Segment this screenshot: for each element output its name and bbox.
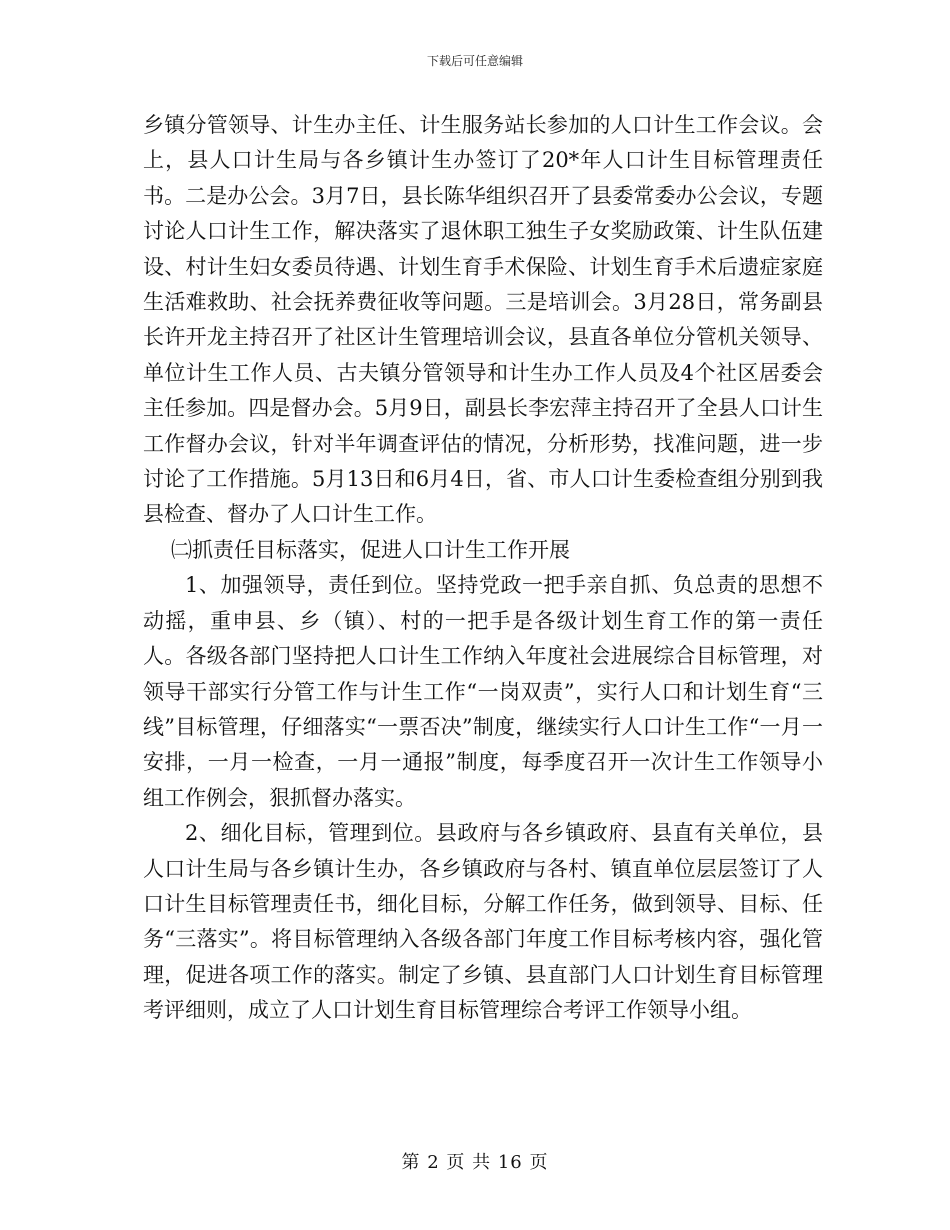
paragraph-targets: 2、细化目标，管理到位。县政府与各乡镇政府、县直有关单位，县人口计生局与各乡镇计生办，各乡镇政府与各村、镇直单位层层签订了人口计生目标管理责任书，细化目标，分解工作任务，做到领导、目标、任务“三落实”。将目标管理纳入各级各部门年度工作目标考核内容，强化管理，促进各项工作的落实。制定了乡镇、县直部门人口计划生育目标管理考评细则，成立了人口计划生育目标管理综合考评工作领导小组。	[143, 821, 823, 1023]
paragraph-leadership: 1、加强领导，责任到位。坚持党政一把手亲自抓、负总责的思想不动摇，重申县、乡（镇）、村的一把手是各级计划生育工作的第一责任人。各级各部门坚持把人口计生工作纳入年度社会进展综合目标管理，对领导干部实行分管工作与计生工作“一岗双责”，实行人口和计划生育“三线”目标管理，仔细落实“一票否决”制度，继续实行人口计生工作“一月一安排，一月一检查，一月一通报”制度，每季度召开一次计生工作领导小组工作例会，狠抓督办落实。	[143, 573, 823, 810]
paragraph-meetings: 乡镇分管领导、计生办主任、计生服务站长参加的人口计生工作会议。会上，县人口计生局与各乡镇计生办签订了20*年人口计生目标管理责任书。二是办公会。3月7日，县长陈华组织召开了县委常委办公会议，专题讨论人口计生工作，解决落实了退休职工独生子女奖励政策、计生队伍建设、村计生妇女委员待遇、计划生育手术保险、计划生育手术后遗症家庭生活难救助、社会抚养费征收等问题。三是培训会。3月28日，常务副县长许开龙主持召开了社区计生管理培训会议，县直各单位分管机关领导、单位计生工作人员、古夫镇分管领导和计生办工作人员及4个社区居委会主任参加。四是督办会。5月9日，副县长李宏萍主持召开了全县人口计生工作督办会议，针对半年调查评估的情况，分析形势，找准问题，进一步讨论了工作措施。5月13日和6月4日，省、市人口计生委检查组分别到我县检查、督办了人口计生工作。	[143, 113, 823, 527]
section-heading: ㈡抓责任目标落实，促进人口计生工作开展	[171, 537, 570, 562]
page-header: 下载后可任意编辑	[426, 54, 523, 68]
document-body	[143, 108, 823, 1029]
page-number-footer: 第 2 页 共 16 页	[401, 1152, 549, 1173]
